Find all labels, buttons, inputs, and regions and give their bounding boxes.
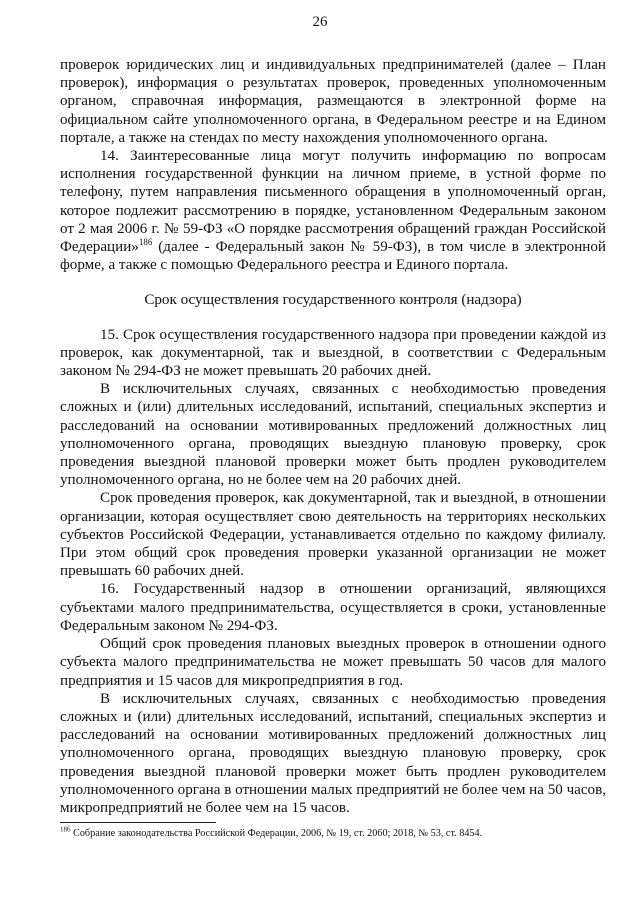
footnote-text: Собрание законодательства Российской Федерации, 2006, № 19, ст. 2060; 2018, № 53, ст. 8454. — [70, 828, 483, 839]
paragraph-14-text: 14. Заинтересованные лица могут получить информацию по вопросам исполнения государственной функции на личном приеме, в устной форме по телефону, путем направления письменного обращения в уполномоченный орган, которое подлежит рассмотрению в порядке, установленном Федеральным законом от 2 мая 2006 г. № 59-ФЗ «О порядке рассмотрения обращений граждан Российской Федерации» — [60, 148, 606, 256]
paragraph-14-text-end: (далее - Федеральный закон № 59-ФЗ), в том числе в электронной форме, а также с помощью Федерального реестра и Единого портала. — [60, 239, 606, 274]
page-number: 26 — [312, 14, 328, 30]
paragraph-14 — [60, 147, 606, 274]
paragraph-15-exception: В исключительных случаях, связанных с необходимостью проведения сложных и (или) длительных исследований, испытаний, специальных экспертиз и расследований на основании мотивированных предложений должностных лиц уполномоченного органа, проводящих выездную плановую проверку, срок проведения выездной плановой проверки может быть продлен руководителем уполномоченного органа, но не более чем на 20 рабочих дней. — [60, 381, 606, 489]
paragraph-16-exception: В исключительных случаях, связанных с необходимостью проведения сложных и (или) длительных исследований, испытаний, специальных экспертиз и расследований на основании мотивированных предложений должностных лиц уполномоченного органа, проводящих выездную плановую проверку, срок проведения выездной плановой проверки может быть продлен руководителем уполномоченного органа в отношении малых предприятий не более чем на 50 часов, микропредприятий не более чем на 15 часов. — [60, 690, 607, 816]
paragraph-16: 16. Государственный надзор в отношении организаций, являющихся субъектами малого предпринимательства, осуществляется в сроки, установленные Федеральным законом № 294-ФЗ. — [60, 581, 606, 634]
footnote-reference[interactable]: 186 — [138, 237, 153, 247]
paragraph-continuation: проверок юридических лиц и индивидуальных предпринимателей (далее – План проверок), информация о результатах проверок, проведенных уполномоченным органом, справочная информация, размещаются в электронной форме на официальном сайте уполномоченного органа, в Федеральном реестре и на Едином портале, а также на стендах по месту нахождения уполномоченного органа. — [60, 57, 606, 146]
footnote — [60, 827, 606, 840]
paragraph-16-total: Общий срок проведения плановых выездных проверок в отношении одного субъекта малого предпринимательства не может превышать 50 часов для малого предприятия и 15 часов для микропредприятия в год. — [60, 636, 606, 689]
footnote-divider — [60, 822, 216, 823]
paragraph-15-branches: Срок проведения проверок, как документарной, так и выездной, в отношении организации, которая осуществляет свою деятельность на территориях нескольких субъектов Российской Федерации, устанавливается отдельно по каждому филиалу. При этом общий срок проведения проверки указанной организации не может превышать 60 рабочих дней. — [60, 490, 606, 580]
document-body — [60, 56, 606, 817]
paragraph-15: 15. Срок осуществления государственного надзора при проведении каждой из проверок, как документарной, так и выездной, в соответствии с Федеральным законом № 294-ФЗ не может превышать 20 рабочих дней. — [60, 326, 606, 380]
footnote-marker: 186 — [60, 825, 71, 834]
section-heading: Срок осуществления государственного контроля (надзора) — [144, 292, 522, 309]
